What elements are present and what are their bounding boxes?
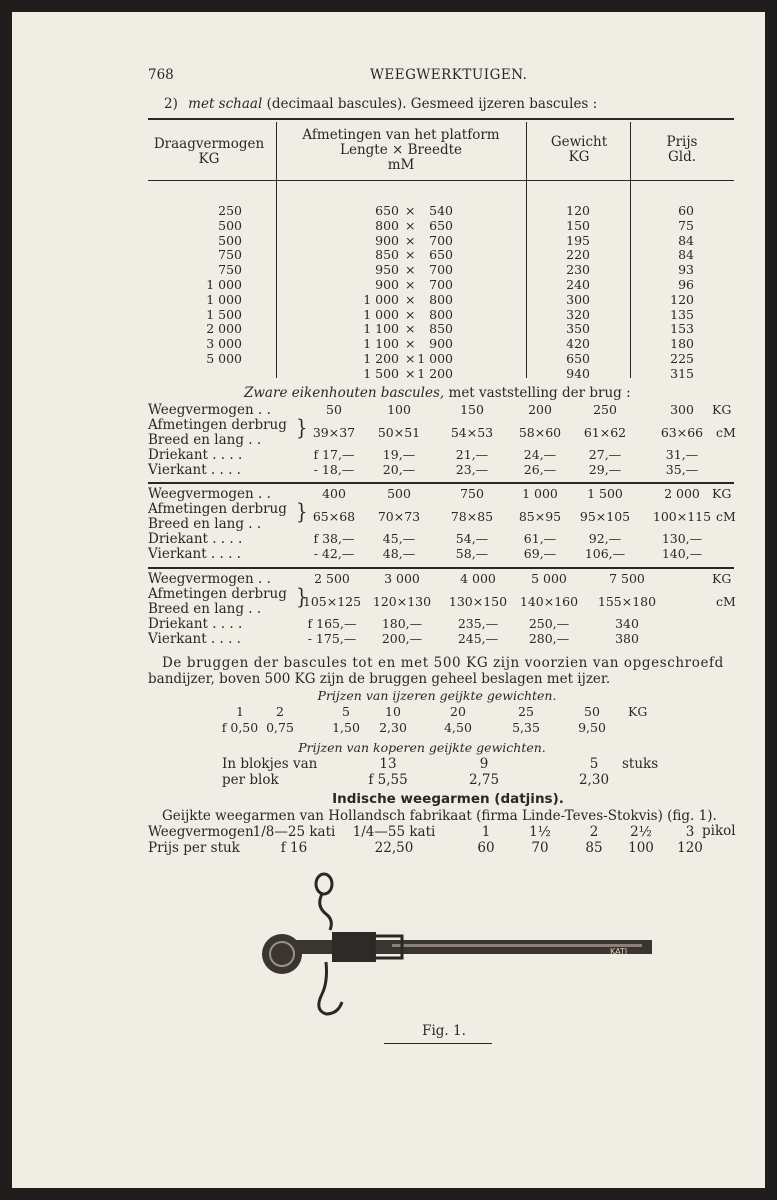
dimension-value: 58×60 [518, 425, 562, 440]
indische-capacity: 1/8—25 kati [252, 824, 336, 840]
table-header-rule [148, 180, 734, 181]
row-label-vierkant: Vierkant . . . . [148, 546, 241, 562]
capacity-cell: 750 [218, 247, 242, 263]
section2-title [244, 385, 631, 401]
unit-kg: KG [712, 571, 732, 586]
section2-title-rest: met vaststelling der brug : [448, 385, 631, 401]
capacity-value: 2 000 [664, 486, 700, 501]
indische-capacity: 2 [589, 824, 599, 840]
price-cell: 315 [670, 365, 694, 381]
vierkant-price: 23,— [455, 462, 489, 477]
book-page [12, 12, 765, 1188]
dimension-value: 70×73 [377, 509, 421, 524]
indische-price: 100 [628, 840, 654, 856]
running-title: WEEGWERKTUIGEN. [370, 67, 528, 83]
width-cell: 650 [429, 217, 453, 233]
capacity-value: 5 000 [531, 571, 567, 586]
times-sign: × [405, 365, 416, 381]
dimension-value: 63×66 [660, 425, 704, 440]
length-cell: 800 [375, 217, 399, 233]
driekant-price: f 17,— [313, 447, 355, 462]
dimension-value: 95×105 [579, 509, 631, 524]
paragraph-line: bandijzer, boven 500 KG zijn de bruggen geheel beslagen met ijzer. [148, 671, 611, 687]
vierkant-price: 35,— [665, 462, 699, 477]
capacity-value: 500 [387, 486, 411, 501]
vierkant-price: 200,— [381, 631, 423, 646]
dimension-value: 61×62 [583, 425, 627, 440]
weight-cell: 150 [566, 217, 590, 233]
weight-price: 9,50 [578, 720, 606, 735]
times-sign: × [405, 203, 416, 218]
price-cell: 84 [678, 232, 694, 248]
times-sign: × [405, 262, 416, 278]
row-label-afmetingen: Afmetingen derbrug [148, 586, 287, 602]
capacity-cell: 1 000 [206, 277, 242, 292]
dimension-value: 65×68 [312, 509, 356, 524]
row-label-afmetingen: Afmetingen derbrug [148, 501, 287, 517]
driekant-price: f 38,— [313, 531, 355, 546]
capacity-value: 750 [460, 486, 484, 501]
capacity-value: 4 000 [460, 571, 496, 586]
weight-size: 50 [584, 704, 600, 719]
weight-price: f 0,50 [221, 720, 259, 735]
length-cell: 1 500 [363, 365, 399, 381]
price-cell: 135 [670, 306, 694, 322]
weight-price: 2,30 [379, 720, 407, 735]
weight-cell: 195 [566, 232, 590, 248]
header-capacity: Draagvermogen [153, 136, 265, 152]
price-cell: 75 [678, 217, 694, 233]
unit-cm: cM [716, 594, 736, 609]
width-cell: 1 000 [417, 351, 453, 366]
capacity-value: 1 500 [587, 486, 623, 501]
width-cell: 700 [429, 232, 453, 248]
length-cell: 1 000 [363, 291, 399, 307]
block-unit: stuks [622, 756, 659, 772]
capacity-cell: 500 [218, 217, 242, 233]
vierkant-price: 245,— [457, 631, 499, 646]
weight-cell: 220 [566, 247, 590, 263]
capacity-cell: 2 000 [206, 321, 242, 337]
indische-price: 60 [477, 840, 495, 856]
length-cell: 650 [375, 203, 399, 218]
driekant-price: 235,— [457, 616, 499, 631]
length-cell: 1 100 [363, 321, 399, 337]
vierkant-price: 280,— [528, 631, 570, 646]
row-label-weegvermogen: Weegvermogen . . [148, 402, 271, 418]
header-platform-dims: Lengte × Breedte [339, 142, 463, 158]
indische-price: f 16 [280, 840, 308, 856]
row-label-breed-lang: Breed en lang . . [148, 432, 262, 448]
price-cell: 96 [678, 277, 694, 292]
copper-weights-title: Prijzen van koperen geijkte gewichten. [298, 740, 546, 755]
capacity-cell: 5 000 [206, 351, 242, 366]
capacity-value: 3 000 [384, 571, 420, 586]
header-weight-unit: KG [568, 149, 590, 165]
top-hook-ring [316, 874, 332, 894]
width-cell: 800 [429, 306, 453, 322]
dimension-value: 85×95 [518, 509, 562, 524]
kati-engraving: KATI [610, 947, 628, 956]
vierkant-price: 140,— [661, 546, 703, 561]
weight-cell: 230 [566, 262, 590, 278]
capacity-value: 100 [387, 402, 411, 417]
weight-cell: 320 [566, 306, 590, 322]
driekant-price: 340 [615, 616, 639, 631]
row-label-breed-lang: Breed en lang . . [148, 516, 262, 532]
row-label-vierkant: Vierkant . . . . [148, 462, 241, 478]
width-cell: 540 [429, 203, 453, 218]
weight-unit: KG [628, 704, 648, 719]
weight-ball [262, 934, 302, 974]
times-sign: × [405, 232, 416, 248]
times-sign: × [405, 217, 416, 233]
block-rule [148, 482, 734, 484]
dimension-value: 105×125 [302, 594, 362, 609]
dimension-value: 130×150 [448, 594, 508, 609]
driekant-price: 45,— [382, 531, 416, 546]
vierkant-price: 380 [615, 631, 639, 646]
paragraph-line: De bruggen der bascules tot en met 500 KG zijn voorzien van opgeschroefd [162, 655, 724, 671]
indische-capacity: 3 [685, 824, 695, 840]
times-sign: × [405, 277, 416, 292]
capacity-cell: 750 [218, 262, 242, 278]
capacity-value: 300 [670, 402, 694, 417]
weight-cell: 120 [566, 203, 590, 218]
vierkant-price: 69,— [523, 546, 557, 561]
weight-cell: 240 [566, 277, 590, 292]
unit-cm: cM [716, 425, 736, 440]
capacity-value: 400 [322, 486, 346, 501]
times-sign: × [405, 291, 416, 307]
indische-price: 22,50 [374, 840, 414, 856]
weight-cell: 350 [566, 321, 590, 337]
indische-capacity: 1 [481, 824, 491, 840]
header-platform: Afmetingen van het platform [302, 127, 500, 143]
row-label-breed-lang: Breed en lang . . [148, 601, 262, 617]
header-platform-unit: mM [387, 157, 415, 173]
driekant-price: 92,— [588, 531, 622, 546]
row-label-afmetingen: Afmetingen derbrug [148, 417, 287, 433]
vierkant-price: - 42,— [313, 546, 355, 561]
driekant-price: 21,— [455, 447, 489, 462]
driekant-price: f 165,— [307, 616, 357, 631]
length-cell: 900 [375, 232, 399, 248]
indische-unit: pikol [702, 823, 736, 839]
intro-rest: (decimaal bascules). Gesmeed ijzeren bascules : [266, 96, 598, 112]
times-sign: × [405, 351, 416, 366]
capacity-value: 150 [460, 402, 484, 417]
indische-description: Geijkte weegarmen van Hollandsch fabrikaat (firma Linde-Teves-Stokvis) (fig. 1). [162, 808, 717, 824]
dimension-value: 78×85 [450, 509, 494, 524]
width-cell: 900 [429, 336, 453, 352]
weight-size: 2 [276, 704, 284, 719]
width-cell: 650 [429, 247, 453, 263]
price-cell: 60 [678, 203, 694, 218]
price-cell: 84 [678, 247, 694, 263]
vierkant-price: 106,— [584, 546, 626, 561]
unit-kg: KG [712, 486, 732, 501]
block-price: 2,30 [578, 772, 610, 788]
copper-row1-label: In blokjes van [222, 756, 318, 772]
capacity-value: 7 500 [609, 571, 645, 586]
indische-capacity: 1½ [529, 824, 551, 840]
beam-collar [332, 932, 376, 962]
dimension-value: 120×130 [372, 594, 432, 609]
price-cell: 120 [670, 291, 694, 307]
length-cell: 1 100 [363, 336, 399, 352]
indische-price: 85 [585, 840, 603, 856]
row-label-vierkant: Vierkant . . . . [148, 631, 241, 647]
weight-cell: 940 [566, 365, 590, 381]
row-label-driekant: Driekant . . . . [148, 531, 243, 547]
row-label-weegvermogen: Weegvermogen . . [148, 571, 271, 587]
vierkant-price: 26,— [523, 462, 557, 477]
driekant-price: 31,— [665, 447, 699, 462]
weight-size: 20 [450, 704, 466, 719]
times-sign: × [405, 306, 416, 322]
dimension-value: 54×53 [450, 425, 494, 440]
weight-size: 1 [236, 704, 244, 719]
weight-price: 4,50 [444, 720, 472, 735]
vierkant-price: - 18,— [313, 462, 355, 477]
vierkant-price: 29,— [588, 462, 622, 477]
brace: } [296, 499, 308, 526]
header-weight: Gewicht [550, 134, 608, 150]
price-cell: 153 [670, 321, 694, 337]
length-cell: 1 200 [363, 351, 399, 366]
capacity-value: 2 500 [314, 571, 350, 586]
length-cell: 950 [375, 262, 399, 278]
vierkant-price: - 175,— [307, 631, 357, 646]
capacity-value: 50 [326, 402, 342, 417]
vierkant-price: 20,— [382, 462, 416, 477]
driekant-price: 54,— [455, 531, 489, 546]
page-number: 768 [148, 67, 174, 83]
length-cell: 850 [375, 247, 399, 263]
indische-price: 120 [677, 840, 703, 856]
capacity-value: 250 [593, 402, 617, 417]
driekant-price: 61,— [523, 531, 557, 546]
weight-cell: 300 [566, 291, 590, 307]
row-label-driekant: Driekant . . . . [148, 616, 243, 632]
dimension-value: 100×115 [652, 509, 712, 524]
weight-size: 5 [342, 704, 350, 719]
capacity-cell: 500 [218, 232, 242, 248]
header-price-unit: Gld. [667, 149, 697, 165]
driekant-price: 24,— [523, 447, 557, 462]
indische-price-label: Prijs per stuk [148, 840, 240, 856]
weight-size: 10 [385, 704, 401, 719]
capacity-cell: 250 [218, 203, 242, 218]
weight-price: 1,50 [332, 720, 360, 735]
price-cell: 93 [678, 262, 694, 278]
block-count: 5 [589, 756, 599, 772]
block-price: f 5,55 [368, 772, 408, 788]
upper-hook [320, 894, 332, 930]
unit-kg: KG [712, 402, 732, 417]
row-label-weegvermogen: Weegvermogen . . [148, 486, 271, 502]
weight-cell: 650 [566, 351, 590, 366]
unit-cm: cM [716, 509, 736, 524]
price-cell: 225 [670, 351, 694, 366]
indische-weeg-label: Weegvermogen [148, 824, 254, 840]
times-sign: × [405, 321, 416, 337]
indische-capacity: 2½ [630, 824, 652, 840]
driekant-price: 27,— [588, 447, 622, 462]
width-cell: 700 [429, 262, 453, 278]
table-top-rule [148, 118, 734, 120]
intro-italic: met schaal [188, 96, 263, 112]
capacity-cell: 1 000 [206, 291, 242, 307]
driekant-price: 250,— [528, 616, 570, 631]
driekant-price: 130,— [661, 531, 703, 546]
iron-weights-title: Prijzen van ijzeren geijkte gewichten. [317, 688, 557, 703]
caption-rule [384, 1043, 492, 1044]
block-rule [148, 567, 734, 569]
driekant-price: 180,— [381, 616, 423, 631]
row-label-driekant: Driekant . . . . [148, 447, 243, 463]
dimension-value: 50×51 [377, 425, 421, 440]
brace: } [296, 584, 308, 611]
steelyard-illustration [242, 862, 662, 1032]
capacity-cell: 1 500 [206, 306, 242, 322]
width-cell: 700 [429, 277, 453, 292]
block-count: 13 [379, 756, 397, 772]
brace: } [296, 415, 308, 442]
weight-size: 25 [518, 704, 534, 719]
width-cell: 1 200 [417, 365, 453, 381]
weight-price: 5,35 [512, 720, 540, 735]
capacity-value: 1 000 [522, 486, 558, 501]
capacity-cell: 3 000 [206, 336, 242, 352]
header-price: Prijs [666, 134, 698, 150]
times-sign: × [405, 336, 416, 352]
length-cell: 1 000 [363, 306, 399, 322]
indische-capacity: 1/4—55 kati [352, 824, 436, 840]
dimension-value: 155×180 [597, 594, 657, 609]
width-cell: 850 [429, 321, 453, 337]
figure-caption: Fig. 1. [422, 1023, 466, 1039]
section2-title-italic: Zware eikenhouten bascules, [244, 385, 445, 401]
weight-price: 0,75 [266, 720, 294, 735]
lower-hook [319, 962, 342, 1014]
intro-line [164, 96, 597, 112]
header-capacity-unit: KG [198, 151, 220, 167]
block-price: 2,75 [468, 772, 500, 788]
times-sign: × [405, 247, 416, 263]
intro-prefix: 2) [164, 96, 178, 112]
section-heading: Indische weegarmen (datjins). [332, 791, 564, 807]
copper-row2-label: per blok [222, 772, 279, 788]
indische-price: 70 [531, 840, 549, 856]
driekant-price: 19,— [382, 447, 416, 462]
vierkant-price: 58,— [455, 546, 489, 561]
capacity-value: 200 [528, 402, 552, 417]
dimension-value: 39×37 [312, 425, 356, 440]
length-cell: 900 [375, 277, 399, 292]
table-col-divider [276, 122, 277, 378]
beam-highlight [392, 944, 642, 947]
price-cell: 180 [670, 336, 694, 352]
width-cell: 800 [429, 291, 453, 307]
vierkant-price: 48,— [382, 546, 416, 561]
dimension-value: 140×160 [519, 594, 579, 609]
block-count: 9 [479, 756, 489, 772]
weight-cell: 420 [566, 336, 590, 352]
